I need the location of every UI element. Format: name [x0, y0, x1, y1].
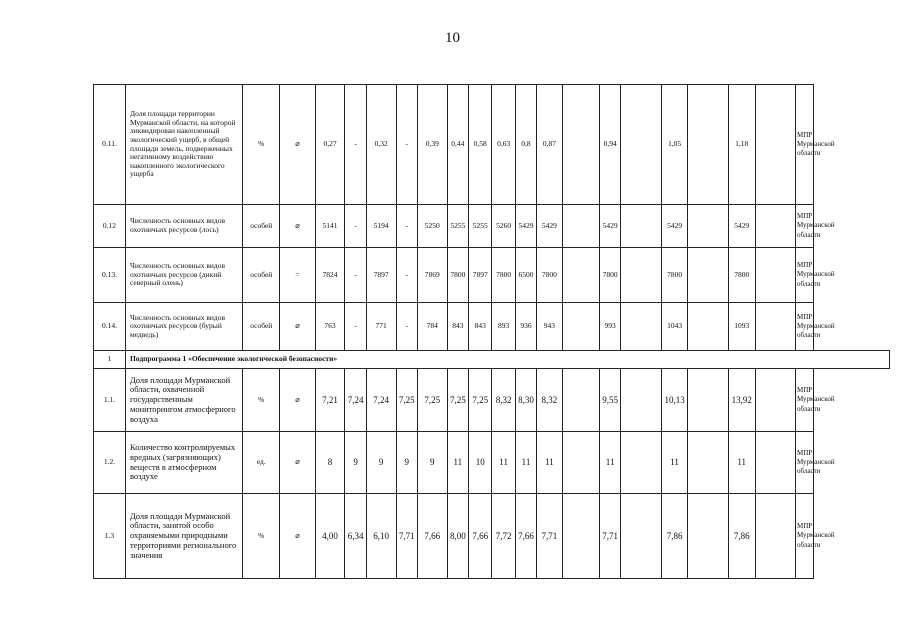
- trend-cell: ⌀: [280, 432, 315, 494]
- value-cell: 8: [315, 432, 345, 494]
- value-cell: -: [345, 85, 366, 205]
- value-cell: [562, 432, 599, 494]
- responsible-cell: МПР Мурманской области: [795, 205, 813, 248]
- value-cell: 0,39: [417, 85, 447, 205]
- value-cell: 7800: [447, 248, 468, 303]
- value-cell: 11: [599, 432, 620, 494]
- value-cell: 5250: [417, 205, 447, 248]
- value-cell: 7,66: [515, 494, 536, 579]
- value-cell: 5260: [492, 205, 515, 248]
- table-row: [94, 494, 890, 579]
- value-cell: 7800: [661, 248, 688, 303]
- unit-cell: %: [243, 494, 280, 579]
- table-row: [94, 303, 890, 351]
- value-cell: 0,87: [537, 85, 563, 205]
- unit-cell: %: [243, 369, 280, 432]
- value-cell: 7897: [468, 248, 491, 303]
- unit-cell: особей: [243, 303, 280, 351]
- value-cell: 11: [661, 432, 688, 494]
- value-cell: 993: [599, 303, 620, 351]
- value-cell: 0,63: [492, 85, 515, 205]
- value-cell: 9: [366, 432, 396, 494]
- unit-cell: особей: [243, 248, 280, 303]
- value-cell: 9: [417, 432, 447, 494]
- value-cell: 7,72: [492, 494, 515, 579]
- value-cell: 7,25: [447, 369, 468, 432]
- value-cell: 5429: [661, 205, 688, 248]
- value-cell: 4,00: [315, 494, 345, 579]
- value-cell: [562, 369, 599, 432]
- value-cell: 8,30: [515, 369, 536, 432]
- value-cell: [621, 494, 661, 579]
- value-cell: [562, 85, 599, 205]
- value-cell: 763: [315, 303, 345, 351]
- value-cell: 6,34: [345, 494, 366, 579]
- responsible-cell: МПР Мурманской области: [795, 85, 813, 205]
- value-cell: [688, 303, 728, 351]
- value-cell: -: [396, 85, 417, 205]
- unit-cell: %: [243, 85, 280, 205]
- value-cell: 0,44: [447, 85, 468, 205]
- value-cell: 893: [492, 303, 515, 351]
- value-cell: 13,92: [728, 369, 755, 432]
- value-cell: 7800: [492, 248, 515, 303]
- row-number: 0.13.: [94, 248, 126, 303]
- value-cell: 1043: [661, 303, 688, 351]
- value-cell: [755, 85, 795, 205]
- value-cell: [755, 494, 795, 579]
- row-number: 0.12: [94, 205, 126, 248]
- indicator-name: Доля площади Мурманской области, охваченной государственным мониторингом атмосферного воздуха: [125, 369, 242, 432]
- value-cell: 5141: [315, 205, 345, 248]
- value-cell: 7,25: [417, 369, 447, 432]
- value-cell: 1,05: [661, 85, 688, 205]
- value-cell: 7824: [315, 248, 345, 303]
- unit-cell: ед.: [243, 432, 280, 494]
- section-title: Подпрограмма 1 «Обеспечение экологической безопасности»: [125, 351, 889, 369]
- trend-cell: ⌀: [280, 205, 315, 248]
- value-cell: 8,00: [447, 494, 468, 579]
- value-cell: 5429: [537, 205, 563, 248]
- value-cell: 7,25: [396, 369, 417, 432]
- value-cell: 7,66: [417, 494, 447, 579]
- table-row: [94, 432, 890, 494]
- value-cell: [621, 303, 661, 351]
- value-cell: [621, 205, 661, 248]
- value-cell: 7869: [417, 248, 447, 303]
- value-cell: [621, 248, 661, 303]
- value-cell: [688, 369, 728, 432]
- value-cell: 843: [447, 303, 468, 351]
- value-cell: 5194: [366, 205, 396, 248]
- trend-cell: ⌀: [280, 369, 315, 432]
- value-cell: 7,71: [599, 494, 620, 579]
- value-cell: [621, 85, 661, 205]
- value-cell: 0,8: [515, 85, 536, 205]
- value-cell: 9: [345, 432, 366, 494]
- section-row: [94, 351, 890, 369]
- value-cell: -: [396, 303, 417, 351]
- table-row: [94, 248, 890, 303]
- value-cell: 936: [515, 303, 536, 351]
- indicators-table: [93, 84, 890, 579]
- responsible-cell: МПР Мурманской области: [795, 303, 813, 351]
- value-cell: -: [345, 303, 366, 351]
- value-cell: 6500: [515, 248, 536, 303]
- value-cell: [755, 205, 795, 248]
- value-cell: 5429: [515, 205, 536, 248]
- value-cell: 7,71: [396, 494, 417, 579]
- value-cell: [688, 85, 728, 205]
- value-cell: [562, 248, 599, 303]
- value-cell: 7800: [728, 248, 755, 303]
- value-cell: 11: [492, 432, 515, 494]
- value-cell: 7,25: [468, 369, 491, 432]
- value-cell: 7,66: [468, 494, 491, 579]
- value-cell: [688, 494, 728, 579]
- trend-cell: =: [280, 248, 315, 303]
- value-cell: 10: [468, 432, 491, 494]
- value-cell: -: [345, 248, 366, 303]
- value-cell: 8,32: [537, 369, 563, 432]
- value-cell: [621, 432, 661, 494]
- trend-cell: ⌀: [280, 303, 315, 351]
- table-row: [94, 205, 890, 248]
- row-number: 1.1.: [94, 369, 126, 432]
- value-cell: [755, 248, 795, 303]
- value-cell: 7800: [599, 248, 620, 303]
- value-cell: [562, 205, 599, 248]
- value-cell: 11: [537, 432, 563, 494]
- value-cell: 5255: [447, 205, 468, 248]
- table-row: [94, 369, 890, 432]
- value-cell: 7800: [537, 248, 563, 303]
- row-number: 1.2.: [94, 432, 126, 494]
- value-cell: [688, 248, 728, 303]
- value-cell: -: [345, 205, 366, 248]
- value-cell: 11: [515, 432, 536, 494]
- value-cell: 843: [468, 303, 491, 351]
- value-cell: 7,21: [315, 369, 345, 432]
- value-cell: 0,58: [468, 85, 491, 205]
- value-cell: 5429: [599, 205, 620, 248]
- unit-cell: особей: [243, 205, 280, 248]
- value-cell: 1093: [728, 303, 755, 351]
- value-cell: 6,10: [366, 494, 396, 579]
- indicator-name: Количество контролируемых вредных (загрязняющих) веществ в атмосферном воздухе: [125, 432, 242, 494]
- value-cell: 11: [447, 432, 468, 494]
- value-cell: [688, 432, 728, 494]
- indicator-name: Численность основных видов охотничьих ресурсов (дикий северный олень): [125, 248, 242, 303]
- value-cell: 7,86: [728, 494, 755, 579]
- value-cell: 771: [366, 303, 396, 351]
- value-cell: [755, 369, 795, 432]
- table-row: [94, 85, 890, 205]
- value-cell: 5429: [728, 205, 755, 248]
- value-cell: 943: [537, 303, 563, 351]
- value-cell: 11: [728, 432, 755, 494]
- value-cell: 1,18: [728, 85, 755, 205]
- value-cell: 9: [396, 432, 417, 494]
- value-cell: [755, 303, 795, 351]
- row-number: 1.3: [94, 494, 126, 579]
- indicator-name: Доля площади Мурманской области, занятой особо охраняемыми природными территориями регионального значения: [125, 494, 242, 579]
- value-cell: [562, 494, 599, 579]
- responsible-cell: МПР Мурманской области: [795, 494, 813, 579]
- value-cell: -: [396, 205, 417, 248]
- value-cell: [562, 303, 599, 351]
- value-cell: 7897: [366, 248, 396, 303]
- value-cell: 10,13: [661, 369, 688, 432]
- trend-cell: ⌀: [280, 494, 315, 579]
- value-cell: [621, 369, 661, 432]
- value-cell: 7,86: [661, 494, 688, 579]
- responsible-cell: МПР Мурманской области: [795, 369, 813, 432]
- value-cell: 9,55: [599, 369, 620, 432]
- page-number: 10: [445, 30, 460, 46]
- value-cell: 7,24: [345, 369, 366, 432]
- value-cell: 0,27: [315, 85, 345, 205]
- value-cell: [688, 205, 728, 248]
- responsible-cell: МПР Мурманской области: [795, 248, 813, 303]
- value-cell: 784: [417, 303, 447, 351]
- value-cell: -: [396, 248, 417, 303]
- value-cell: 0,94: [599, 85, 620, 205]
- value-cell: 7,71: [537, 494, 563, 579]
- indicator-name: Численность основных видов охотничьих ресурсов (бурый медведь): [125, 303, 242, 351]
- responsible-cell: МПР Мурманской области: [795, 432, 813, 494]
- row-number: 0.14.: [94, 303, 126, 351]
- indicator-name: Численность основных видов охотничьих ресурсов (лось): [125, 205, 242, 248]
- value-cell: 0,32: [366, 85, 396, 205]
- section-number: 1: [94, 351, 126, 369]
- value-cell: 7,24: [366, 369, 396, 432]
- indicator-name: Доля площади территории Мурманской области, на которой ликвидирован накопленный экологический ущерб, в общей площади земель, подверженных негативному воздействию накопленного экологического ущерба: [125, 85, 242, 205]
- trend-cell: ⌀: [280, 85, 315, 205]
- row-number: 0.11.: [94, 85, 126, 205]
- value-cell: 5255: [468, 205, 491, 248]
- value-cell: 8,32: [492, 369, 515, 432]
- value-cell: [755, 432, 795, 494]
